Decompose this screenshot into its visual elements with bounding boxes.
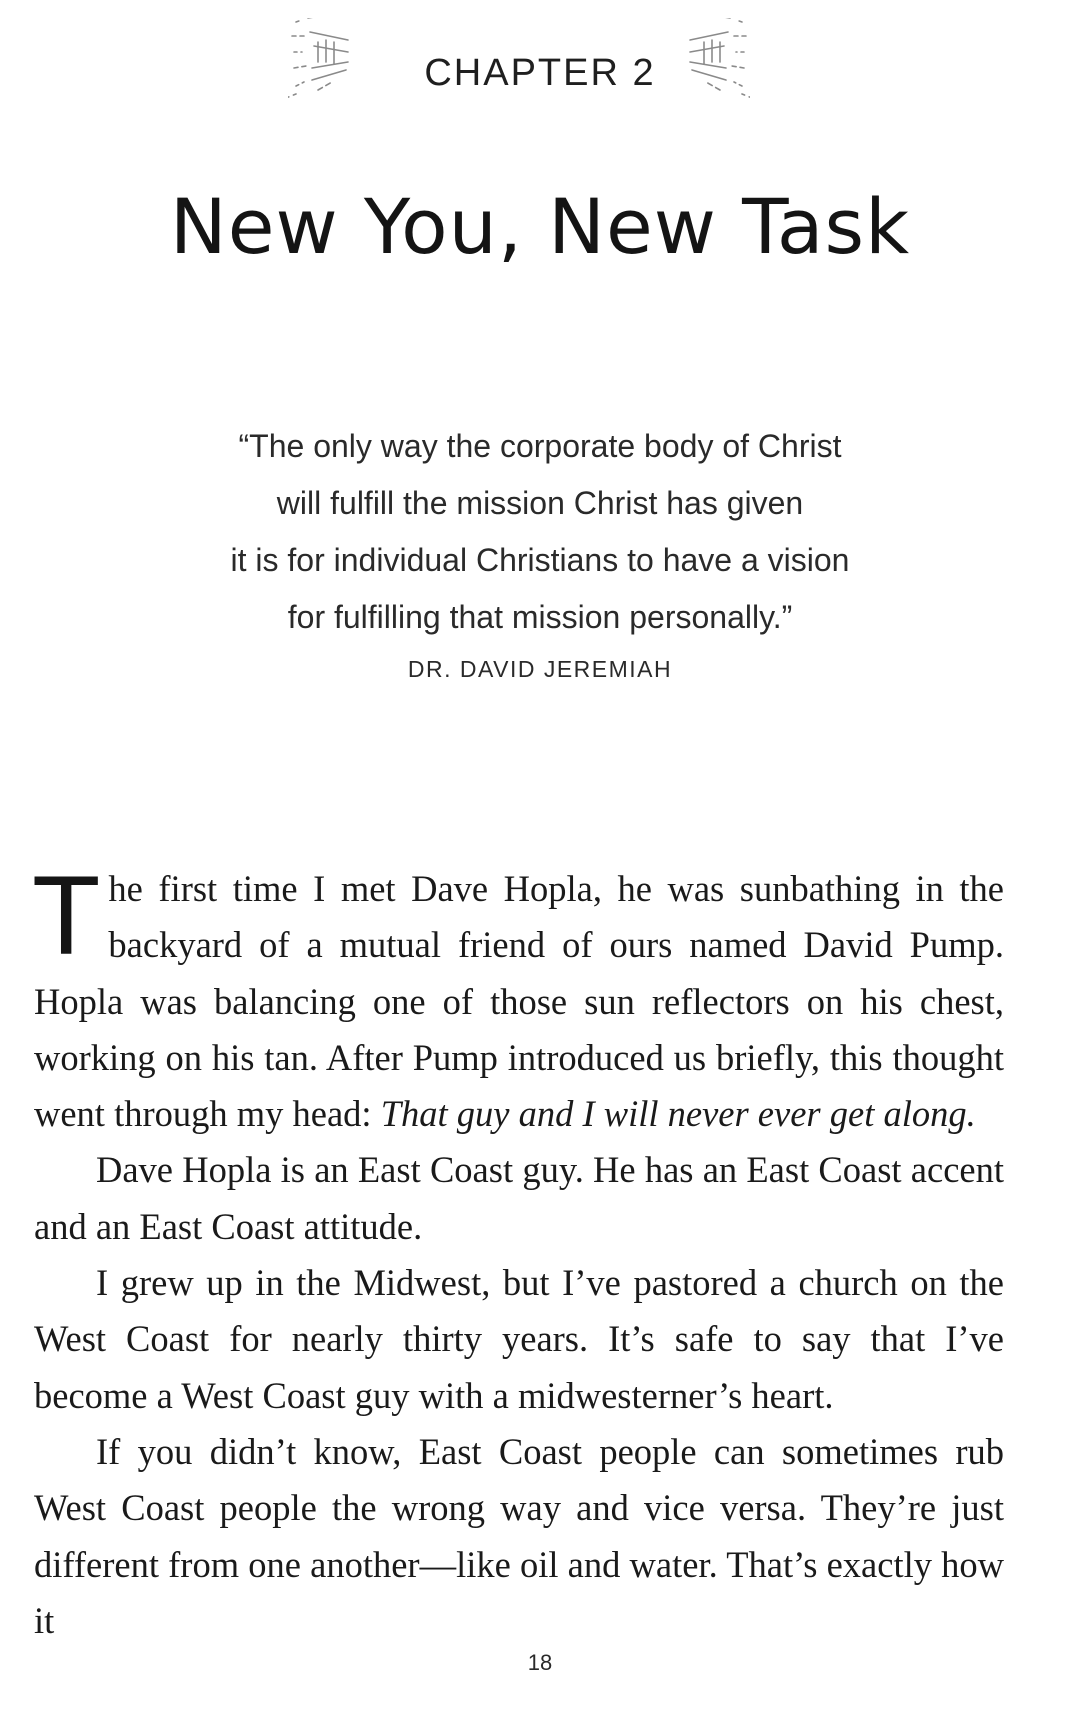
epigraph-line: for fulfilling that mission personally.” — [287, 599, 793, 635]
paragraph-2: Dave Hopla is an East Coast guy. He has an East Coast accent and an East Coast attitude. — [34, 1149, 1004, 1247]
epigraph-line: will fulfill the mission Christ has given — [276, 485, 804, 521]
sunburst-rays-right-icon — [670, 18, 750, 108]
chapter-header — [0, 18, 1080, 108]
paragraph-1-text: he first time I met Dave Hopla, he was sunbathing in the backyard of a mutual friend of ours named David Pump. Hopla was balancing one of those sun reflectors on his chest, working on his tan. After Pump introduced us briefly, this thought went through my head: — [34, 868, 1004, 1135]
epigraph-line: “The only way the corporate body of Christ — [238, 428, 842, 464]
epigraph-quote — [140, 418, 940, 646]
epigraph-attribution: DR. DAVID JEREMIAH — [407, 656, 673, 682]
paragraph-1-italic: That guy and I will never ever get along. — [380, 1093, 976, 1135]
drop-cap: T — [32, 853, 101, 978]
page-number: 18 — [527, 1650, 553, 1675]
paragraph-4: If you didn’t know, East Coast people can sometimes rub West Coast people the wrong way and vice versa. They’re just different from one another—like oil and water. That’s exactly how it — [34, 1430, 1004, 1641]
paragraph-3: I grew up in the Midwest, but I’ve pastored a church on the West Coast for nearly thirty years. It’s safe to say that I’ve become a West Coast guy with a midwesterner’s heart. — [34, 1262, 1004, 1416]
body-text — [32, 853, 1004, 1649]
paragraph-1 — [32, 853, 1004, 1142]
epigraph-line: it is for individual Christians to have a vision — [230, 542, 850, 578]
chapter-title: New You, New Task — [169, 182, 911, 271]
chapter-label: CHAPTER 2 — [424, 52, 656, 94]
